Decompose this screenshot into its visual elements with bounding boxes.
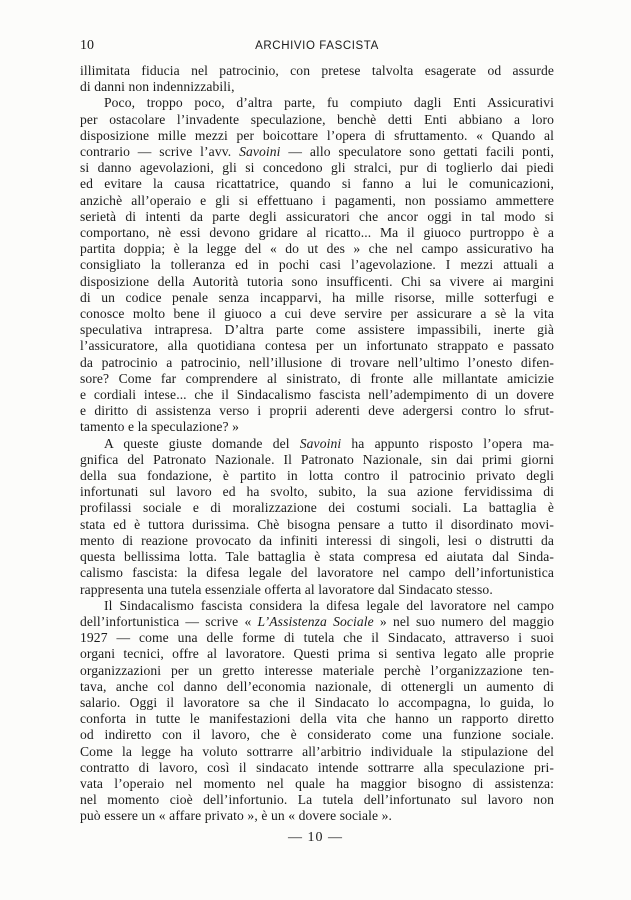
text-line bbox=[80, 792, 554, 808]
text-segment: e cordiali intese... che il Sindacalismo fascista nell’adempimento di un dovere bbox=[80, 387, 554, 403]
text-segment: di danni non indennizzabili, bbox=[80, 79, 235, 95]
text-line bbox=[80, 355, 554, 371]
text-line bbox=[80, 598, 554, 614]
text-segment: contratto di lavoro, così il sindacato intende sottrarre alla speculazione pri- bbox=[80, 759, 554, 775]
text-segment: per ostacolare l’invadente speculazione, benchè detti Enti abbiano a loro bbox=[80, 111, 554, 127]
text-line bbox=[80, 371, 554, 387]
text-line bbox=[80, 663, 554, 679]
text-line bbox=[80, 517, 554, 533]
text-line bbox=[80, 419, 554, 435]
text-segment: tava, anche col danno dell’economia nazionale, di ottenergli un aumento di bbox=[80, 678, 554, 694]
text-segment: 1927 — come una delle forme di tutela che il Sindacato, attraverso i suoi bbox=[80, 630, 554, 646]
text-line bbox=[80, 176, 554, 192]
text-segment: gnifica del Patronato Nazionale. Il Patronato Nazionale, sin dai primi giorni bbox=[80, 451, 554, 467]
text-segment: illimitata fiducia nel patrocinio, con pretese talvolta esagerate od assurde bbox=[80, 63, 554, 78]
text-segment: partita doppia; è la legge del « do ut des » che nel campo assicurativo ha bbox=[80, 241, 554, 257]
text-line bbox=[80, 63, 554, 79]
text-line bbox=[80, 679, 554, 695]
text-segment: disposizione mille mezzi per boicottare l’opera di sfruttamento. « Quando al bbox=[80, 127, 554, 143]
text-segment: organizzazioni per un gretto interesse materiale perchè l’organizzazione ten- bbox=[80, 662, 554, 678]
italic-text: Savoini bbox=[299, 435, 342, 451]
text-line bbox=[80, 403, 554, 419]
text-segment: stata ed è tuttora durissima. Chè bisogna pensare a tutto il disordinato movi- bbox=[80, 516, 554, 532]
text-line bbox=[80, 160, 554, 176]
text-line bbox=[80, 776, 554, 792]
text-line bbox=[80, 225, 554, 241]
text-segment: Poco, troppo poco, d’altra parte, fu compiuto dagli Enti Assicurativi bbox=[104, 95, 554, 111]
text-line bbox=[80, 695, 554, 711]
text-line bbox=[80, 436, 554, 452]
text-line bbox=[80, 193, 554, 209]
text-segment: può essere un « affare privato », è un « dovere sociale ». bbox=[80, 808, 393, 824]
text-line bbox=[80, 614, 554, 630]
text-segment: si danno agevolazioni, gli si concedono gli stralci, pur di toglierlo dai piedi bbox=[80, 160, 554, 176]
text-segment: Il Sindacalismo fascista considera la difesa legale del lavoratore nel campo bbox=[104, 597, 554, 613]
text-line bbox=[80, 290, 554, 306]
body-text bbox=[80, 63, 554, 825]
text-segment: consigliato la tolleranza ed in pochi casi l’agevolazione. I mezzi attuali a bbox=[80, 257, 554, 273]
text-segment: ha appunto risposto l’opera ma- bbox=[341, 435, 555, 451]
text-segment: dell’infortunistica — scrive « bbox=[80, 613, 258, 629]
text-line bbox=[80, 549, 554, 565]
text-segment: speculativa intrapresa. D’altra parte come assistere impassibili, inerte già bbox=[80, 322, 554, 338]
text-line bbox=[80, 500, 554, 516]
text-segment: serietà di intenti da parte degli assicuratori che ancor oggi in tal modo si bbox=[80, 208, 554, 224]
text-line bbox=[80, 533, 554, 549]
text-line bbox=[80, 582, 554, 598]
text-segment: A queste giuste domande del bbox=[104, 435, 300, 451]
text-segment: organi tecnici, offre al lavoratore. Questi prima si sentiva legato alle proprie bbox=[80, 646, 554, 662]
text-line bbox=[80, 95, 554, 111]
paragraph bbox=[80, 63, 554, 95]
page-number: 10 bbox=[80, 38, 94, 53]
text-line bbox=[80, 241, 554, 257]
text-line bbox=[80, 711, 554, 727]
text-line bbox=[80, 387, 554, 403]
text-segment: rappresenta una tutela essenziale offerta al lavoratore dal Sindacato stesso. bbox=[80, 581, 493, 597]
italic-text: Savoini bbox=[239, 144, 281, 160]
text-segment: contrario — scrive l’avv. bbox=[80, 144, 240, 160]
text-line bbox=[80, 630, 554, 646]
text-segment: Come la legge ha voluto sottrarre all’arbitrio individuale la stipulazione del bbox=[80, 743, 554, 759]
text-segment: conforta in tutte le manifestazioni della vita che hanno un rapporto diretto bbox=[80, 711, 554, 727]
text-segment: salario. Oggi il lavoratore sa che il Sindacato lo accompagna, lo guida, lo bbox=[80, 694, 554, 710]
text-segment: di un codice penale senza incapparvi, ha mille risorse, mille sotterfugi e bbox=[80, 289, 554, 305]
text-segment: vata l’operaio nel momento nel quale ha maggior bisogno di assistenza: bbox=[80, 775, 554, 791]
text-line bbox=[80, 808, 554, 824]
italic-text: L’Assistenza Sociale bbox=[257, 613, 374, 629]
paragraph bbox=[80, 436, 554, 598]
text-line bbox=[80, 257, 554, 273]
text-line bbox=[80, 112, 554, 128]
paragraph bbox=[80, 95, 554, 435]
text-line bbox=[80, 274, 554, 290]
text-segment: nel momento cioè dell’infortunio. La tutela dell’infortunato sul lavoro non bbox=[80, 792, 554, 808]
text-line bbox=[80, 760, 554, 776]
text-segment: conosce molto bene il giuoco a cui deve servire per assicurare a sè la vita bbox=[80, 306, 554, 322]
text-line bbox=[80, 468, 554, 484]
text-segment: calismo fascista: la difesa legale del lavoratore nel campo dell’infortunistica bbox=[80, 565, 554, 581]
text-segment: anzichè all’operaio e gli si effettuano i pagamenti, non possiamo ammettere bbox=[80, 192, 554, 208]
text-segment: da patrocinio a patrocinio, nell’illusione di trovare nell’ultimo l’onesto difen- bbox=[80, 354, 554, 370]
text-segment: tamento e la speculazione? » bbox=[80, 419, 240, 435]
page-header bbox=[80, 38, 554, 58]
text-segment: ed evitare la causa ricattatrice, quando si fanno a lui le comunicazioni, bbox=[80, 176, 554, 192]
text-segment: » nel suo numero del maggio bbox=[373, 613, 555, 629]
text-line bbox=[80, 322, 554, 338]
text-line bbox=[80, 144, 554, 160]
text-segment: questa bellissima lotta. Tale battaglia è stata compresa ed aiutata dal Sinda- bbox=[80, 549, 554, 565]
text-segment: comportano, nè essi devono gridare al ricatto... Ma il giuoco purtroppo è a bbox=[80, 225, 554, 241]
text-segment: infortunati sul lavoro ed ha svolto, subito, la sua azione fervidissima di bbox=[80, 484, 554, 500]
text-segment: disposizione della Autorità tutoria sono insufficenti. Chi sa vivere ai margini bbox=[80, 273, 554, 289]
text-segment: della sua fondazione, è partito in lotta contro il patrocinio privato degli bbox=[80, 468, 554, 484]
text-line bbox=[80, 484, 554, 500]
text-line bbox=[80, 744, 554, 760]
text-segment: sore? Come far comprendere al sinistrato, di fronte alle millantate amicizie bbox=[80, 370, 554, 386]
text-line bbox=[80, 306, 554, 322]
footer-folio: — 10 — bbox=[288, 830, 343, 845]
text-line bbox=[80, 338, 554, 354]
text-segment: e diritto di assistenza verso i proprii aderenti deve adergersi contro lo sfrut- bbox=[80, 403, 554, 419]
text-segment: mento di reazione provocato da infiniti interessi di singoli, lesi o distrutti da bbox=[80, 532, 554, 548]
text-line bbox=[80, 646, 554, 662]
text-segment: profilassi sociale e di moralizzazione dei costumi sociali. La battaglia è bbox=[80, 500, 554, 516]
text-line bbox=[80, 565, 554, 581]
text-line bbox=[80, 79, 554, 95]
text-segment: — allo speculatore sono gettati facili ponti, bbox=[280, 144, 554, 160]
paragraph bbox=[80, 598, 554, 825]
text-line bbox=[80, 727, 554, 743]
text-line bbox=[80, 209, 554, 225]
text-line bbox=[80, 452, 554, 468]
running-title: ARCHIVIO FASCISTA bbox=[255, 40, 379, 52]
text-segment: l’assicuratore, alla quotidiana contesa per un infortunato strappato e passato bbox=[80, 338, 554, 354]
text-line bbox=[80, 128, 554, 144]
text-segment: od indiretto con il lavoro, che è considerato come una funzione sociale. bbox=[80, 727, 554, 743]
